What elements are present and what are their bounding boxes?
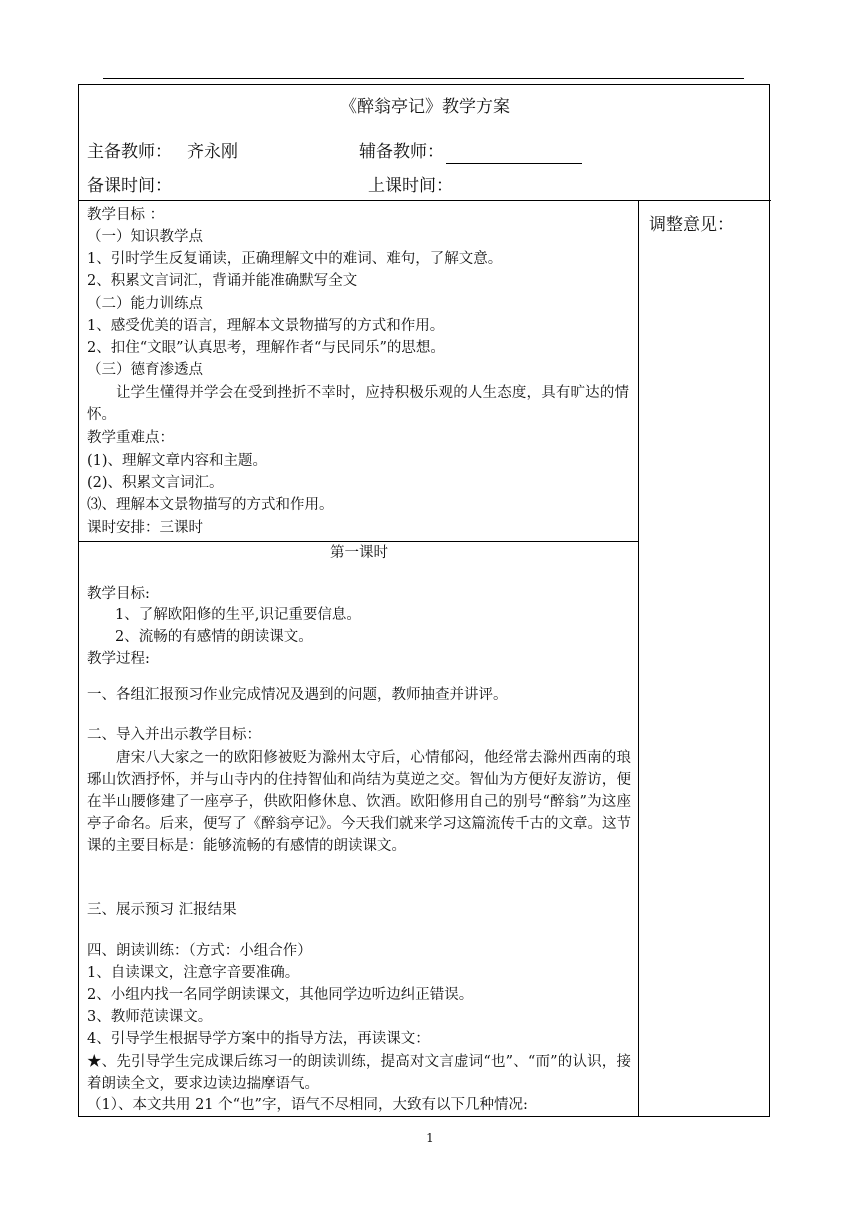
section-divider [79,541,639,542]
class-time-label: 上课时间： [368,176,453,196]
lesson-goal-1: 1、了解欧阳修的生平,识记重要信息。 [115,607,361,623]
header-divider [79,200,771,201]
knowledge-title: （一）知识教学点 [87,229,203,245]
key-points-heading: 教学重难点： [87,430,174,446]
header-rule [103,78,744,79]
side-column-divider [638,200,639,1117]
step-3: 三、展示预习 汇报结果 [87,902,237,918]
assist-teacher-label: 辅备教师： [359,142,444,162]
reading-item-4: 4、引导学生根据导学方案中的指导方法，再读课文： [87,1031,430,1047]
ability-title: （二）能力训练点 [87,296,203,312]
key-point-3: ⑶、理解本文景物描写的方式和作用。 [87,497,334,513]
star-paragraph: ★、先引导学生完成课后练习一的朗读训练，提高对文言虚词“也”、“而”的认识，接着朗读全文，要求边读边揣摩语气。 [87,1054,631,1092]
knowledge-item-2: 2、积累文言词汇，背诵并能准确默写全文 [87,273,358,289]
reading-item-1: 1、自读课文，注意字音要准确。 [87,965,300,981]
lesson-title: 第一课时 [330,545,388,561]
schedule-text: 课时安排：三课时 [87,520,203,536]
lesson-goal-heading: 教学目标: [87,586,150,602]
lesson-plan-table [78,84,770,1117]
moral-paragraph: 让学生懂得并学会在受到挫折不幸时，应持积极乐观的人生态度，具有旷达的情怀。 [87,385,629,423]
main-teacher-label: 主备教师： [87,142,172,162]
ability-item-2: 2、扣住“文眼”认真思考，理解作者“与民同乐”的思想。 [87,340,445,356]
key-point-2: (2)、积累文言词汇。 [87,475,224,491]
ability-item-1: 1、感受优美的语言，理解本文景物描写的方式和作用。 [87,318,445,334]
assist-teacher-blank [446,147,582,164]
step-1: 一、各组汇报预习作业完成情况及遇到的问题，教师抽查并讲评。 [87,687,508,703]
objectives-heading: 教学目标 ： [87,207,165,223]
adjust-opinion-label: 调整意见： [649,215,734,235]
last-line: （1）、本文共用 21 个“也”字，语气不尽相同，大致有以下几种情况: [87,1097,528,1113]
assist-teacher-field [359,140,582,164]
step-2-paragraph: 唐宋八大家之一的欧阳修被贬为滁州太守后，心情郁闷，他经常去滁州西南的琅琊山饮酒抒怀，并与山寺内的住持智仙和尚结为莫逆之交。智仙为方便好友游访，便在半山腰修建了一座亭子，供欧阳修休息、饮酒。欧阳修用自己的别号“醉翁”为这座亭子命名。后来，便写了《醉翁亭记》。今天我们就来学习这篇流传千古的文章。这节课的主要目标是：能够流畅的有感情的朗读课文。 [87,750,631,854]
main-teacher-name: 齐永刚 [187,142,238,162]
lesson-goal-2: 2、流畅的有感情的朗读课文。 [115,629,313,645]
moral-title: （三）德育渗透点 [87,362,203,378]
step-4: 四、朗读训练：（方式：小组合作） [87,943,312,959]
reading-item-2: 2、小组内找一名同学朗读课文，其他同学边听边纠正错误。 [87,987,474,1003]
key-point-1: (1)、理解文章内容和主题。 [87,453,268,469]
step-2: 二、导入并出示教学目标： [87,727,261,743]
document-title: 《醉翁亭记》教学方案 [340,97,510,117]
knowledge-item-1: 1、引时学生反复诵读，正确理解文中的难词、难句，了解文意。 [87,251,503,267]
reading-item-3: 3、教师范读课文。 [87,1009,213,1025]
process-heading: 教学过程: [87,651,150,667]
prep-time-label: 备课时间： [87,176,172,196]
page-number: 1 [426,1131,434,1145]
